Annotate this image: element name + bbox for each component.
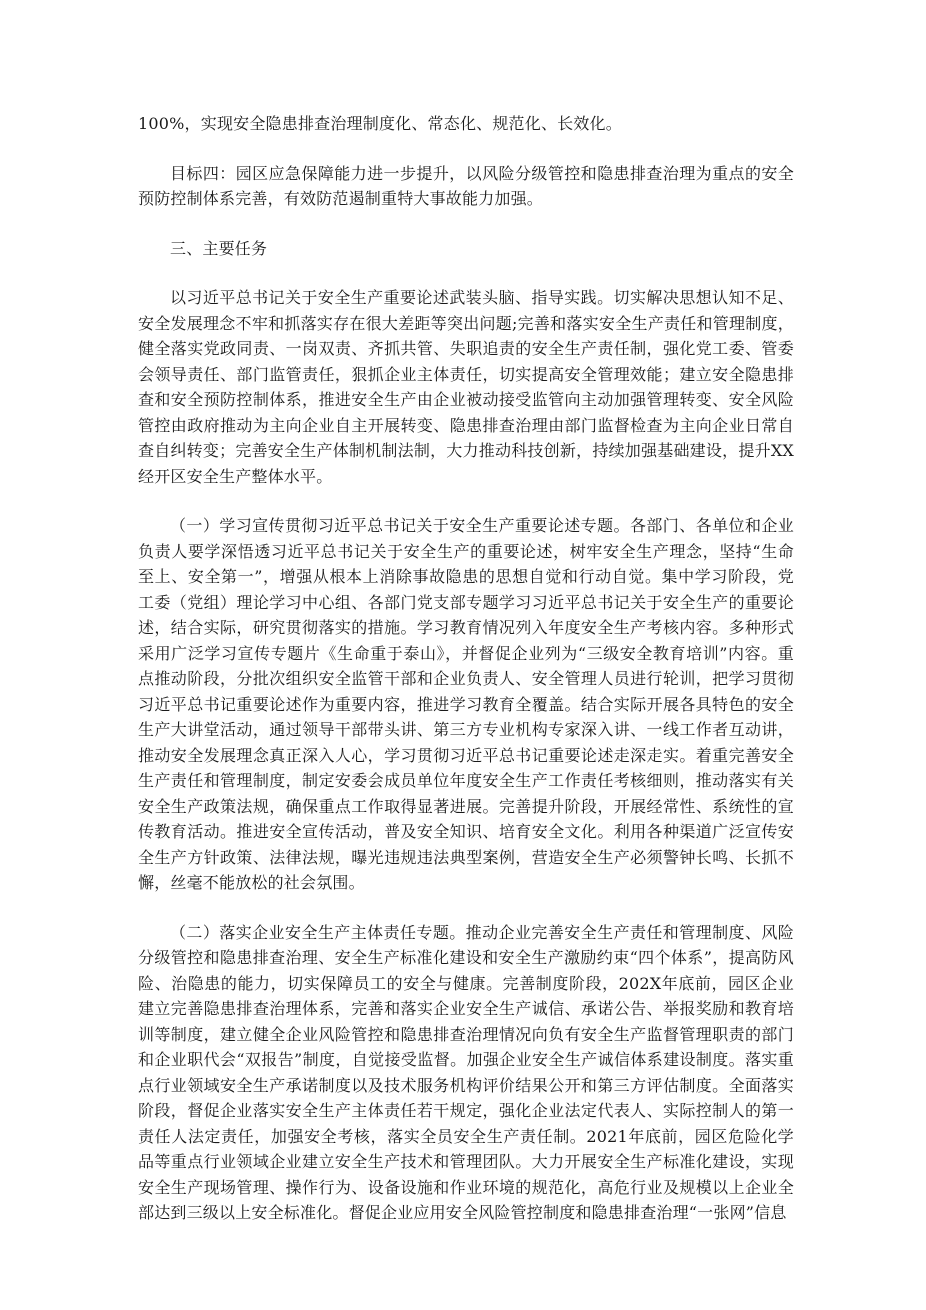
section-heading-main-tasks: 三、主要任务: [170, 238, 268, 258]
paragraph-main-tasks-intro: 以习近平总书记关于安全生产重要论述武装头脑、指导实践。切实解决思想认知不足、安全发展理念不牢和抓落实存在很大差距等突出问题;完善和落实安全生产责任和管理制度，健全落实党政同责、一岗双责、齐抓共管、失职追责的安全生产责任制，强化党工委、管委会领导责任、部门监管责任，狠抓企业主体责任，切实提高安全管理效能；建立安全隐患排查和安全预防控制体系，推进安全生产由企业被动接受监管向主动加强管理转变、安全风险管控由政府推动为主向企业自主开展转变、隐患排查治理由部门监督检查为主向企业日常自查自纠转变；完善安全生产体制机制法制，大力推动科技创新，持续加强基础建设，提升XX经开区安全生产整体水平。: [138, 288, 794, 486]
paragraph-target-four: 目标四：园区应急保障能力进一步提升，以风险分级管控和隐患排查治理为重点的安全预防控制体系完善，有效防范遏制重特大事故能力加强。: [138, 163, 794, 208]
document-body: [138, 111, 794, 1250]
paragraph-topic-two: （二）落实企业安全生产主体责任专题。推动企业完善安全生产责任和管理制度、风险分级管控和隐患排查治理、安全生产标准化建设和安全生产激励约束“四个体系”，提高防风险、治隐患的能力，切实保障员工的安全与健康。完善制度阶段，202X年底前，园区企业建立完善隐患排查治理体系，完善和落实企业安全生产诚信、承诺公告、举报奖励和教育培训等制度，建立健全企业风险管控和隐患排查治理情况向负有安全生产监督管理职责的部门和企业职代会“双报告”制度，自觉接受监督。加强企业安全生产诚信体系建设制度。落实重点行业领域安全生产承诺制度以及技术服务机构评价结果公开和第三方评估制度。全面落实阶段，督促企业落实安全生产主体责任若干规定，强化企业法定代表人、实际控制人的第一责任人法定责任，加强安全考核，落实全员安全生产责任制。2021年底前，园区危险化学品等重点行业领域企业建立安全生产技术和管理团队。大力开展安全生产标准化建设，实现安全生产现场管理、操作行为、设备设施和作业环境的规范化，高危行业及规模以上企业全部达到三级以上安全标准化。督促企业应用安全风险管控制度和隐患排查治理“一张网”信息: [138, 922, 794, 1222]
paragraph-topic-one: （一）学习宣传贯彻习近平总书记关于安全生产重要论述专题。各部门、各单位和企业负责人要学深悟透习近平总书记关于安全生产的重要论述，树牢安全生产理念，坚持“生命至上、安全第一”，增强从根本上消除事故隐患的思想自觉和行动自觉。集中学习阶段，党工委（党组）理论学习中心组、各部门党支部专题学习习近平总书记关于安全生产的重要论述，结合实际，研究贯彻落实的措施。学习教育情况列入年度安全生产考核内容。多种形式采用广泛学习宣传专题片《生命重于泰山》，并督促企业列为“三级安全教育培训”内容。重点推动阶段，分批次组织安全监管干部和企业负责人、安全管理人员进行轮训，把学习贯彻习近平总书记重要论述作为重要内容，推进学习教育全覆盖。结合实际开展各具特色的安全生产大讲堂活动，通过领导干部带头讲、第三方专业机构专家深入讲、一线工作者互动讲，推动安全发展理念真正深入人心，学习贯彻习近平总书记重要论述走深走实。着重完善安全生产责任和管理制度，制定安委会成员单位年度安全生产工作责任考核细则，推动落实有关安全生产政策法规，确保重点工作取得显著进展。完善提升阶段，开展经常性、系统性的宣传教育活动。推进安全宣传活动，普及安全知识、培育安全文化。利用各种渠道广泛宣传安全生产方针政策、法律法规，曝光违规违法典型案例，营造安全生产必须警钟长鸣、长抓不懈，丝毫不能放松的社会氛围。: [138, 516, 794, 892]
paragraph-target-three-tail: 100%，实现安全隐患排查治理制度化、常态化、规范化、长效化。: [138, 114, 622, 133]
